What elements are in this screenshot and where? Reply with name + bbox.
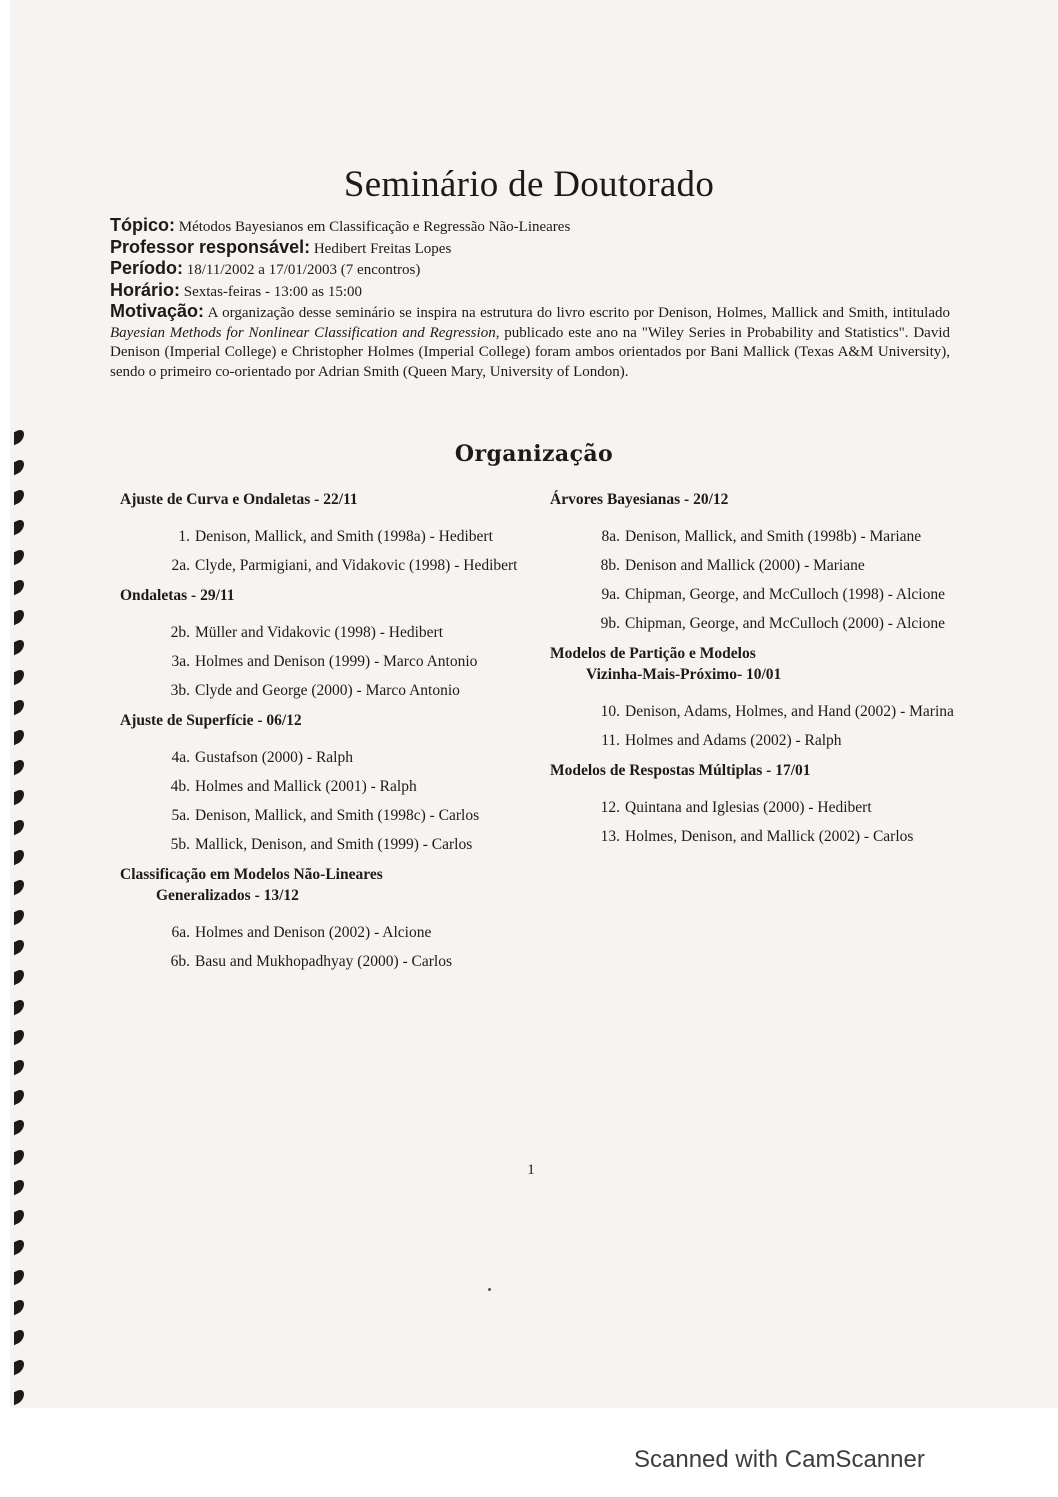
schedule-row: [110, 281, 950, 303]
binding-hole: [14, 1088, 24, 1105]
item-number: 6a.: [171, 924, 190, 941]
item-number: 6b.: [170, 953, 190, 970]
reading-item: [120, 923, 530, 942]
item-number: 8b.: [600, 557, 620, 574]
item-number: 3a.: [171, 653, 190, 670]
item-text: Holmes and Denison (2002) - Alcione: [195, 924, 432, 941]
binding-hole: [14, 788, 24, 805]
professor-value: Hedibert Freitas Lopes: [313, 240, 452, 257]
item-text: Denison, Mallick, and Smith (1998b) - Mariane: [625, 528, 922, 545]
binding-hole: [14, 1208, 24, 1225]
organization-heading: Organização: [454, 441, 614, 467]
section-title-line: Generalizados - 13/12: [156, 887, 299, 904]
section-title: [550, 643, 960, 685]
section-title-line: Modelos de Partição e Modelos: [550, 645, 756, 662]
item-number: 5b.: [170, 836, 190, 853]
section-title-line: Ondaletas - 29/11: [120, 587, 235, 604]
reading-item: [120, 777, 530, 796]
page-title: Seminário de Doutorado: [343, 164, 715, 205]
item-number: 3b.: [170, 682, 190, 699]
item-number: 8a.: [601, 528, 620, 545]
binding-hole: [14, 998, 24, 1015]
schedule-column-right: [550, 489, 960, 856]
item-number: 5a.: [171, 807, 190, 824]
binding-hole: [14, 878, 24, 895]
section-title: [550, 489, 960, 510]
item-text: Quintana and Iglesias (2000) - Hedibert: [625, 799, 872, 816]
reading-item: [120, 835, 530, 854]
motivation-text-2: , publicado este ano na "Wiley Series in Probability and Statistics". David Denison (Imperial College) e Christopher Holmes (Imperial College) foram ambos orientados por Bani Mallick (Texas A&M University), sendo o primeiro co-orientado por Adrian Smith (Queen Mary, University of London).: [110, 324, 950, 380]
item-text: Chipman, George, and McCulloch (2000) - Alcione: [625, 615, 945, 632]
binding-hole: [14, 1388, 24, 1405]
binding-hole: [14, 1058, 24, 1075]
item-text: Basu and Mukhopadhyay (2000) - Carlos: [195, 953, 452, 970]
motivation-paragraph: [110, 302, 950, 382]
binding-hole: [14, 518, 24, 535]
item-text: Denison and Mallick (2000) - Mariane: [625, 557, 865, 574]
binding-hole: [14, 1328, 24, 1345]
binding-hole: [14, 1118, 24, 1135]
section-title-line: Classificação em Modelos Não-Lineares: [120, 866, 383, 883]
schedule-label: Horário:: [110, 279, 181, 300]
reading-item: [550, 614, 960, 633]
schedule-section: [550, 760, 960, 846]
binding-hole: [14, 848, 24, 865]
section-title-line: Ajuste de Curva e Ondaletas - 22/11: [120, 491, 358, 508]
reading-item: [120, 652, 530, 671]
page-number: 1: [527, 1162, 535, 1178]
binding-hole: [14, 1298, 24, 1315]
reading-item: [120, 556, 530, 575]
section-title-line: Vizinha-Mais-Próximo- 10/01: [586, 666, 782, 683]
seminar-info: [110, 216, 950, 382]
binding-hole: [14, 698, 24, 715]
item-number: 2a.: [171, 557, 190, 574]
reading-list: [120, 748, 530, 854]
schedule-value: Sextas-feiras - 13:00 as 15:00: [183, 283, 363, 300]
binding-hole: [14, 1178, 24, 1195]
reading-list: [120, 923, 530, 971]
topic-row: [110, 216, 950, 238]
reading-item: [550, 702, 960, 721]
binding-hole: [14, 1268, 24, 1285]
item-number: 2b.: [170, 624, 190, 641]
scanner-watermark: Scanned with CamScanner: [634, 1446, 925, 1473]
binding-hole: [14, 1238, 24, 1255]
item-text: Holmes and Denison (1999) - Marco Antonio: [195, 653, 478, 670]
item-text: Denison, Mallick, and Smith (1998a) - Hedibert: [195, 528, 493, 545]
item-number: 1.: [178, 528, 190, 545]
motivation-label: Motivação:: [110, 301, 205, 321]
period-value: 18/11/2002 a 17/01/2003 (7 encontros): [186, 262, 421, 278]
schedule-section: [550, 643, 960, 750]
item-text: Gustafson (2000) - Ralph: [195, 749, 353, 766]
schedule-section: [120, 710, 530, 854]
reading-item: [120, 952, 530, 971]
binding-hole: [14, 818, 24, 835]
reading-item: [120, 748, 530, 767]
binding-hole: [14, 938, 24, 955]
motivation-text-1: A organização desse seminário se inspira na estrutura do livro escrito por Denison, Holmes, Mallick and Smith, intitulado: [207, 305, 950, 321]
reading-item: [550, 556, 960, 575]
reading-item: [550, 827, 960, 846]
item-text: Chipman, George, and McCulloch (1998) - Alcione: [625, 586, 945, 603]
reading-list: [120, 527, 530, 575]
schedule-section: [120, 489, 530, 575]
binding-hole: [14, 1358, 24, 1375]
reading-list: [550, 527, 960, 633]
binding-hole: [14, 758, 24, 775]
book-title: Bayesian Methods for Nonlinear Classification and Regression: [110, 324, 496, 341]
binding-hole: [14, 548, 24, 565]
binding-hole: [14, 968, 24, 985]
section-title: [120, 585, 530, 606]
binding-hole: [14, 578, 24, 595]
reading-list: [120, 623, 530, 700]
item-text: Clyde, Parmigiani, and Vidakovic (1998) - Hedibert: [195, 557, 518, 574]
binding-hole: [14, 668, 24, 685]
schedule-section: [120, 864, 530, 971]
schedule-column-left: [120, 489, 530, 981]
schedule-section: [550, 489, 960, 633]
binding-hole: [14, 638, 24, 655]
item-number: 4b.: [170, 778, 190, 795]
item-text: Holmes and Mallick (2001) - Ralph: [195, 778, 417, 795]
section-title-line: Árvores Bayesianas - 20/12: [550, 491, 729, 508]
item-number: 12.: [600, 799, 620, 816]
binding-hole: [14, 908, 24, 925]
topic-label: Tópico:: [110, 215, 175, 235]
reading-item: [550, 527, 960, 546]
section-title-line: Modelos de Respostas Múltiplas - 17/01: [550, 762, 811, 779]
binding-hole: [14, 1028, 24, 1045]
section-title: [550, 760, 960, 781]
item-number: 13.: [600, 828, 620, 845]
reading-item: [120, 681, 530, 700]
section-title-line: Ajuste de Superfície - 06/12: [120, 712, 302, 729]
period-row: [110, 259, 950, 281]
item-number: 9b.: [600, 615, 620, 632]
item-number: 10.: [600, 703, 620, 720]
schedule-section: [120, 585, 530, 700]
item-number: 9a.: [601, 586, 620, 603]
item-number: 4a.: [171, 749, 190, 766]
topic-value: Métodos Bayesianos em Classificação e Regressão Não-Lineares: [178, 219, 571, 235]
binding-hole: [14, 608, 24, 625]
item-text: Mallick, Denison, and Smith (1999) - Carlos: [195, 836, 473, 853]
section-title: [120, 489, 530, 510]
professor-label: Professor responsável:: [110, 236, 311, 257]
item-text: Müller and Vidakovic (1998) - Hedibert: [195, 624, 444, 641]
reading-item: [120, 806, 530, 825]
item-number: 11.: [601, 732, 620, 749]
item-text: Denison, Adams, Holmes, and Hand (2002) - Marina: [625, 703, 954, 720]
professor-row: [110, 238, 950, 260]
item-text: Holmes and Adams (2002) - Ralph: [625, 732, 842, 749]
reading-item: [550, 798, 960, 817]
reading-item: [550, 585, 960, 604]
reading-list: [550, 702, 960, 750]
paper-speck: [488, 1288, 491, 1291]
spiral-binding: [10, 0, 34, 1408]
item-text: Clyde and George (2000) - Marco Antonio: [195, 682, 460, 699]
reading-item: [120, 623, 530, 642]
binding-hole: [14, 488, 24, 505]
section-title: [120, 864, 530, 906]
item-text: Holmes, Denison, and Mallick (2002) - Carlos: [625, 828, 914, 845]
reading-list: [550, 798, 960, 846]
item-text: Denison, Mallick, and Smith (1998c) - Carlos: [195, 807, 480, 824]
reading-item: [120, 527, 530, 546]
binding-hole: [14, 728, 24, 745]
section-title: [120, 710, 530, 731]
reading-item: [550, 731, 960, 750]
period-label: Período:: [110, 258, 184, 278]
